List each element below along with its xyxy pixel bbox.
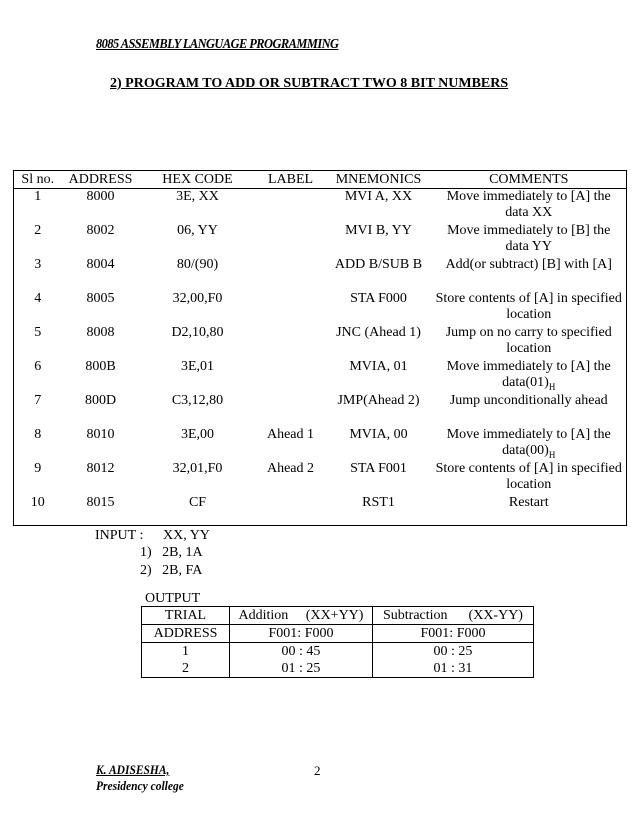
cell-address: 800B (85, 359, 116, 374)
cell-hex-code: C3,12,80 (171, 393, 224, 408)
comment-line: Move immediately to [A] the (446, 359, 611, 374)
table-row (14, 393, 627, 427)
comment-line: Store contents of [A] in specified (435, 461, 622, 476)
table-header-row (14, 171, 627, 189)
cell-sl-no: 5 (14, 325, 62, 359)
table-row (14, 359, 627, 393)
cell-address: 8004 (86, 257, 115, 272)
cell-mnemonic: JMP(Ahead 2) (337, 393, 420, 408)
output-cell: 01 : 31 (373, 660, 534, 678)
cell-hex-code: 3E, XX (176, 189, 219, 204)
cell-sl-no: 2 (14, 223, 62, 257)
cell-address: 8005 (86, 291, 115, 306)
hex-subscript: H (548, 449, 556, 460)
output-row (142, 660, 534, 678)
cell-hex-code: 3E,00 (180, 427, 215, 442)
cell-label (256, 189, 326, 224)
output-row (142, 625, 534, 643)
cell-hex-code: 3E,01 (180, 359, 215, 374)
input-trial-1: 1) 2B, 1A (140, 545, 203, 560)
comment-line: Store contents of [A] in specified (435, 291, 622, 306)
output-cell: F001: F000 (230, 625, 373, 643)
cell-label: Ahead 2 (266, 461, 315, 476)
table-row (14, 291, 627, 325)
document-header: 8085 ASSEMBLY LANGUAGE PROGRAMMING (96, 36, 339, 51)
comment-line: Add(or subtract) [B] with [A] (445, 257, 612, 272)
table-row (14, 189, 627, 224)
input-trial-2: 2) 2B, FA (140, 563, 203, 578)
comment-text: location (506, 307, 552, 322)
cell-label (256, 393, 326, 427)
cell-comment (432, 257, 627, 291)
cell-hex-code: D2,10,80 (171, 325, 224, 340)
output-cell: 2 (142, 660, 230, 678)
cell-sl-no: 8 (14, 427, 62, 461)
input-variables: XX, YY (163, 528, 210, 543)
cell-hex-code: 80/(90) (176, 257, 219, 272)
comment-line (434, 443, 625, 459)
output-cell: 01 : 25 (230, 660, 373, 678)
cell-comment (432, 359, 627, 393)
comment-line: Move immediately to [B] the (447, 223, 611, 238)
cell-address: 8010 (86, 427, 115, 442)
comment-line: Jump on no carry to specified (445, 325, 612, 340)
comment-text: location (506, 477, 552, 492)
table-row (14, 223, 627, 257)
cell-label (256, 495, 326, 526)
cell-comment (432, 427, 627, 461)
cell-hex-code: 06, YY (177, 223, 218, 238)
comment-line (434, 307, 625, 323)
page-number: 2 (314, 763, 321, 778)
cell-label (256, 291, 326, 325)
output-table (141, 606, 534, 678)
input-section (95, 527, 210, 545)
header-address: ADDRESS (62, 171, 140, 189)
header-label: LABEL (256, 171, 326, 189)
comment-line (434, 205, 625, 221)
cell-mnemonic: ADD B/SUB B (334, 257, 423, 272)
output-row (142, 643, 534, 661)
header-mnemonics: MNEMONICS (326, 171, 432, 189)
header-hex-code: HEX CODE (140, 171, 256, 189)
cell-address: 8008 (86, 325, 115, 340)
cell-sl-no: 9 (14, 461, 62, 495)
output-cell: Subtraction (XX-YY) (373, 607, 534, 625)
cell-mnemonic: MVIA, 01 (349, 359, 408, 374)
comment-text: data(00) (502, 443, 549, 458)
hex-subscript: H (548, 381, 556, 392)
cell-address: 8012 (86, 461, 115, 476)
cell-mnemonic: RST1 (326, 495, 432, 526)
comment-line: Restart (508, 495, 549, 510)
program-title: 2) PROGRAM TO ADD OR SUBTRACT TWO 8 BIT NUMBERS (110, 76, 509, 91)
college-name: Presidency college (96, 779, 184, 793)
cell-sl-no: 7 (14, 393, 62, 427)
cell-address: 8015 (62, 495, 140, 526)
cell-mnemonic: STA F001 (350, 461, 407, 476)
cell-label (256, 325, 326, 359)
cell-address: 800D (84, 393, 117, 408)
comment-line: Move immediately to [A] the (446, 427, 611, 442)
cell-mnemonic: MVI A, XX (344, 189, 413, 204)
cell-address: 8002 (86, 223, 115, 238)
table-row (14, 461, 627, 495)
comment-line (434, 239, 625, 255)
comment-line: Jump unconditionally ahead (449, 393, 608, 408)
cell-comment (432, 461, 627, 495)
table-row (14, 495, 627, 526)
output-row (142, 607, 534, 625)
cell-sl-no: 10 (14, 495, 62, 526)
table-row (14, 325, 627, 359)
cell-comment (432, 189, 627, 224)
output-title: OUTPUT (145, 591, 201, 606)
cell-label: Ahead 1 (266, 427, 315, 442)
output-cell: TRIAL (142, 607, 230, 625)
table-row (14, 427, 627, 461)
output-cell: ADDRESS (142, 625, 230, 643)
comment-line (434, 477, 625, 493)
output-cell: 1 (142, 643, 230, 661)
cell-mnemonic: JNC (Ahead 1) (336, 325, 421, 340)
header-comments: COMMENTS (432, 171, 627, 189)
comment-text: data YY (505, 239, 553, 254)
cell-label (256, 359, 326, 393)
output-cell: F001: F000 (373, 625, 534, 643)
table-row (14, 257, 627, 291)
cell-sl-no: 1 (14, 189, 62, 224)
cell-sl-no: 6 (14, 359, 62, 393)
cell-address: 8000 (86, 189, 115, 204)
comment-text: location (506, 341, 552, 356)
cell-label (256, 257, 326, 291)
comment-line: Move immediately to [A] the (446, 189, 611, 204)
cell-sl-no: 3 (14, 257, 62, 291)
cell-mnemonic: MVIA, 00 (349, 427, 408, 442)
cell-hex-code: 32,01,F0 (172, 461, 223, 476)
comment-line (434, 375, 625, 391)
cell-comment (432, 291, 627, 325)
comment-text: data XX (505, 205, 553, 220)
cell-hex-code: CF (140, 495, 256, 526)
cell-mnemonic: MVI B, YY (345, 223, 412, 238)
cell-label (256, 223, 326, 257)
output-cell: 00 : 25 (373, 643, 534, 661)
cell-sl-no: 4 (14, 291, 62, 325)
input-label: INPUT : (95, 528, 144, 543)
cell-mnemonic: STA F000 (350, 291, 407, 306)
comment-text: data(01) (502, 375, 549, 390)
cell-comment (432, 223, 627, 257)
header-sl-no: Sl no. (14, 171, 62, 189)
cell-comment (432, 495, 627, 526)
comment-line (434, 341, 625, 357)
output-cell: 00 : 45 (230, 643, 373, 661)
author-name: K. ADISESHA, (96, 763, 170, 777)
footer-author-block (96, 762, 184, 794)
output-cell: Addition (XX+YY) (230, 607, 373, 625)
cell-comment (432, 325, 627, 359)
cell-comment (432, 393, 627, 427)
program-table (13, 170, 627, 526)
cell-hex-code: 32,00,F0 (172, 291, 223, 306)
